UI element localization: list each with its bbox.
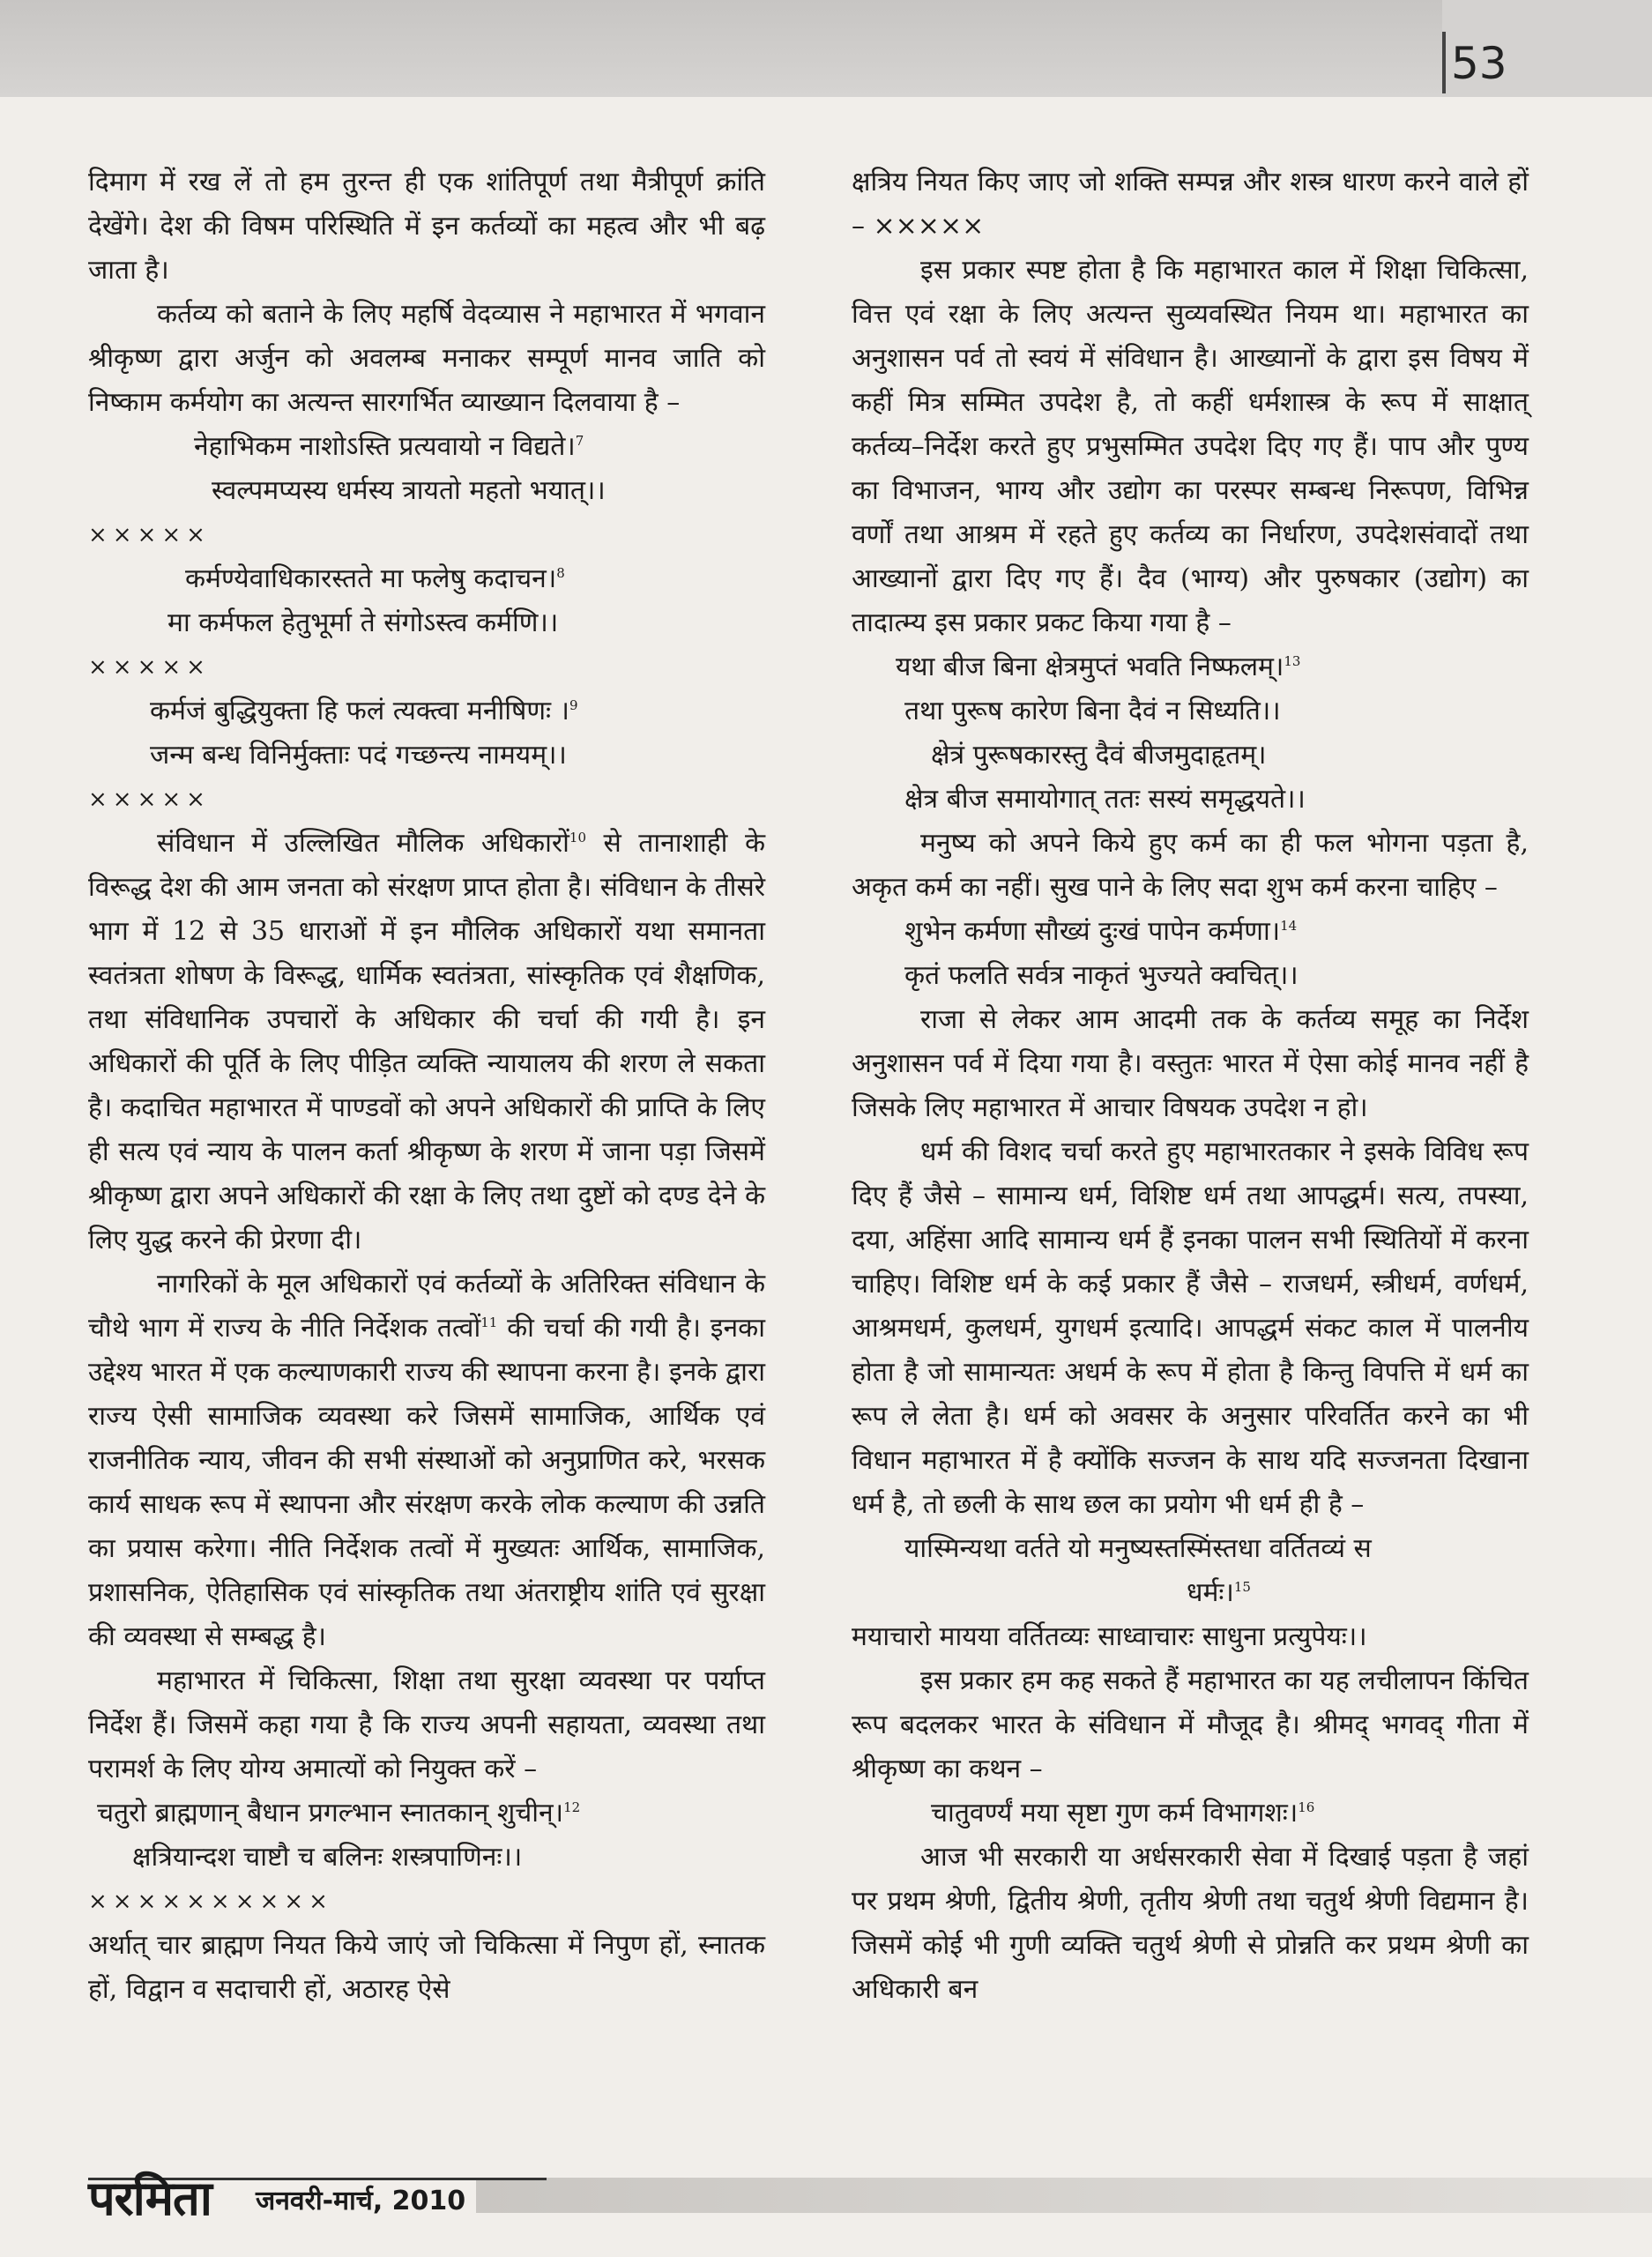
footnote-ref: 12 — [563, 1799, 581, 1815]
paragraph: कर्तव्य को बताने के लिए महर्षि वेदव्यास ने महाभारत में भगवान श्रीकृष्ण द्वारा अर्जुन को अवलम्ब मनाकर सम्पूर्ण मानव जाति को निष्काम कर्मयोग का अत्यन्त सारगर्भित व्याख्यान दिलवाया है – — [88, 299, 765, 418]
paragraph-text: से तानाशाही के विरूद्ध देश की आम जनता को संरक्षण प्राप्त होता है। संविधान के तीसरे भाग में 12 से 35 धाराओं में इन मौलिक अधिकारों यथा समानता स्वतंत्रता शोषण के विरूद्ध, धार्मिक स्वतंत्रता, सांस्कृतिक एवं शैक्षणिक, तथा संविधानिक उपचारों के अधिकार की चर्चा की गयी है। इन अधिकारों की पूर्ति के लिए पीड़ित व्यक्ति न्यायालय की शरण ले सकता है। कदाचित महाभारत में पाण्डवों को अपने अधिकारों की प्राप्ति के लिए ही सत्य एवं न्याय के पालन कर्ता श्रीकृष्ण के शरण में जाना पड़ा जिसमें श्रीकृष्ण द्वारा अपने अधिकारों की रक्षा के लिए तथा दुष्टों को दण्ड देने के लिए युद्ध करने की प्रेरणा दी। — [88, 828, 765, 1255]
separator: ××××× — [88, 522, 211, 548]
right-column — [852, 160, 1529, 2012]
paragraph: दिमाग में रख लें तो हम तुरन्त ही एक शांतिपूर्ण तथा मैत्रीपूर्ण क्रांति देखेंगे। देश की विषम परिस्थिति में इन कर्तव्यों का महत्व और भी बढ़ जाता है। — [88, 167, 765, 286]
footnote-ref: 13 — [1284, 653, 1301, 669]
verse-line: क्षेत्रं पुरूषकारस्तु दैवं बीजमुदाहृतम्। — [931, 740, 1267, 771]
verse-line: यास्मिन्यथा वर्तते यो मनुष्यस्तस्मिंस्तधा वर्तितव्यं स — [904, 1533, 1372, 1564]
paragraph — [88, 822, 765, 1263]
footnote-ref: 15 — [1233, 1579, 1251, 1595]
verse-line — [852, 910, 1529, 954]
verse-line — [88, 425, 765, 469]
page-number-rule — [1442, 32, 1446, 93]
verse-line: कृतं फलति सर्वत्र नाकृतं भुज्यते क्वचित्।। — [904, 960, 1299, 991]
paragraph-text: नागरिकों के मूल अधिकारों एवं कर्तव्यों के अतिरिक्त संविधान के चौथे भाग में राज्य के नीति निर्देशक तत्वों — [88, 1269, 765, 1344]
paragraph: राजा से लेकर आम आदमी तक के कर्तव्य समूह का निर्देश अनुशासन पर्व में दिया गया है। वस्तुतः भारत में ऐसा कोई मानव नहीं है जिसके लिए महाभारत में आचार विषयक उपदेश न हो। — [852, 1004, 1529, 1123]
paragraph: आज भी सरकारी या अर्धसरकारी सेवा में दिखाई पड़ता है जहां पर प्रथम श्रेणी, द्वितीय श्रेणी, तृतीय श्रेणी तथा चतुर्थ श्रेणी विद्यमान है। जिसमें कोई भी गुणी व्यक्ति चतुर्थ श्रेणी से प्रोन्नति कर प्रथम श्रेणी का अधिकारी बन — [852, 1842, 1529, 2005]
paragraph: अर्थात् चार ब्राह्मण नियत किये जाएं जो चिकित्सा में निपुण हों, स्नातक हों, विद्वान व सदाचारी हों, अठारह ऐसे — [88, 1930, 765, 2005]
footnote-ref: 7 — [575, 433, 584, 449]
verse-line — [852, 1791, 1529, 1836]
footnote-ref: 16 — [1298, 1799, 1315, 1815]
separator: ××××× — [88, 654, 211, 681]
verse-line: मयाचारो मायया वर्तितव्यः साध्वाचारः साधुना प्रत्युपेयः।। — [852, 1621, 1367, 1652]
verse-line: स्वल्पमप्यस्य धर्मस्य त्रायतो महतो भयात्।। — [212, 475, 606, 506]
left-column — [88, 160, 765, 2012]
verse-line — [88, 1791, 765, 1836]
verse-line: क्षत्रियान्दश चाष्टौ च बलिनः शस्त्रपाणिनः।। — [132, 1842, 523, 1873]
footnote-ref: 8 — [556, 565, 565, 581]
paragraph: क्षत्रिय नियत किए जाए जो शक्ति सम्पन्न और शस्त्र धारण करने वाले हों – ××××× — [852, 167, 1529, 242]
magazine-logo: परमिता — [88, 2171, 212, 2226]
paragraph-text: की चर्चा की गयी है। इनका उद्देश्य भारत में एक कल्याणकारी राज्य की स्थापना करना है। इनके द्वारा राज्य ऐसी सामाजिक व्यवस्था करे जिसमें सामाजिक, आर्थिक एवं राजनीतिक न्याय, जीवन की सभी संस्थाओं को अनुप्राणित करे, भरसक कार्य साधक रूप में स्थापना और संरक्षण करके लोक कल्याण की उन्नति का प्रयास करेगा। नीति निर्देशक तत्वों में मुख्यतः आर्थिक, सामाजिक, प्रशासनिक, ऐतिहासिक एवं सांस्कृतिक तथा अंतराष्ट्रीय शांति एवं सुरक्षा की व्यवस्था से सम्बद्ध है। — [88, 1313, 765, 1652]
paragraph: इस प्रकार स्पष्ट होता है कि महाभारत काल में शिक्षा चिकित्सा, वित्त एवं रक्षा के लिए अत्यन्त सुव्यवस्थित नियम था। महाभारत का अनुशासन पर्व तो स्वयं में संविधान है। आख्यानों के द्वारा इस विषय में कहीं मित्र सम्मित उपदेश है, तो कहीं धर्मशास्त्र के रूप में साक्षात् कर्तव्य–निर्देश करते हुए प्रभुसम्मित उपदेश दिए गए हैं। पाप और पुण्य का विभाजन, भाग्य और उद्योग का परस्पर सम्बन्ध निरूपण, विभिन्न वर्णों तथा आश्रम में रहते हुए कर्तव्य का निर्धारण, उपदेशसंवादों तथा आख्यानों द्वारा दिए गए हैं। दैव (भाग्य) और पुरुषकार (उद्योग) का तादात्म्य इस प्रकार प्रकट किया गया है – — [852, 255, 1529, 638]
footnote-ref: 9 — [569, 697, 578, 713]
separator: ××××× — [88, 786, 211, 813]
footer-band — [476, 2178, 1652, 2213]
verse-line: तथा पुरूष कारेण बिना दैवं न सिध्यति।। — [904, 696, 1281, 726]
page-number: 53 — [1451, 38, 1507, 89]
paragraph — [88, 1263, 765, 1659]
paragraph: मनुष्य को अपने किये हुए कर्म का ही फल भोगना पड़ता है, अकृत कर्म का नहीं। सुख पाने के लिए सदा शुभ कर्म करना चाहिए – — [852, 828, 1529, 903]
paragraph-text: संविधान में उल्लिखित मौलिक अधिकारों — [157, 828, 569, 859]
paragraph: धर्म की विशद चर्चा करते हुए महाभारतकार ने इसके विविध रूप दिए हैं जैसे – सामान्य धर्म, विशिष्ट धर्म तथा आपद्धर्म। सत्य, तपस्या, दया, अहिंसा आदि सामान्य धर्म हैं इनका पालन सभी स्थितियों में करना चाहिए। विशिष्ट धर्म के कई प्रकार हैं जैसे – राजधर्म, स्त्रीधर्म, वर्णधर्म, आश्रमधर्म, कुलधर्म, युगधर्म इत्यादि। आपद्धर्म संकट काल में पालनीय होता है जो सामान्यतः अधर्म के रूप में होता है किन्तु विपत्ति में धर्म का रूप ले लेता है। धर्म को अवसर के अनुसार परिवर्तित करने का भी विधान महाभारत में है क्योंकि सज्जन के साथ यदि सज्जनता दिखाना धर्म है, तो छली के साथ छल का प्रयोग भी धर्म ही है – — [852, 1136, 1529, 1520]
verse-text: कर्मजं बुद्धियुक्ता हि फलं त्यक्त्वा मनीषिणः । — [150, 696, 570, 726]
verse-line — [852, 1571, 1529, 1615]
header-band — [0, 0, 1442, 97]
separator: ×××××××××× — [88, 1888, 333, 1915]
verse-text: चातुवर्ण्यं मया सृष्टा गुण कर्म विभागशः। — [931, 1798, 1299, 1829]
verse-text: नेहाभिकम नाशोऽस्ति प्रत्यवायो न विद्यते। — [194, 431, 576, 462]
verse-line — [852, 645, 1529, 689]
verse-line — [88, 557, 765, 601]
verse-line: क्षेत्र बीज समायोगात् ततः सस्यं समृद्धयते।। — [904, 784, 1306, 815]
footnote-ref: 14 — [1280, 918, 1298, 934]
footnote-ref: 11 — [480, 1315, 498, 1330]
verse-text: चतुरो ब्राह्मणान् बैधान प्रगल्भान स्नातकान् शुचीन्। — [97, 1798, 564, 1829]
verse-text: कर्मण्येवाधिकारस्तते मा फलेषु कदाचन। — [185, 563, 557, 594]
verse-text: शुभेन कर्मणा सौख्यं दुःखं पापेन कर्मणा। — [904, 916, 1281, 947]
paragraph: महाभारत में चिकित्सा, शिक्षा तथा सुरक्षा व्यवस्था पर पर्याप्त निर्देश हैं। जिसमें कहा गया है कि राज्य अपनी सहायता, व्यवस्था तथा परामर्श के लिए योग्य अमात्यों को नियुक्त करें – — [88, 1665, 765, 1784]
verse-line: जन्म बन्ध विनिर्मुक्ताः पदं गच्छन्त्य नामयम्।। — [150, 740, 567, 771]
paragraph: इस प्रकार हम कह सकते हैं महाभारत का यह लचीलापन किंचित रूप बदलकर भारत के संविधान में मौजूद है। श्रीमद् भगवद् गीता में श्रीकृष्ण का कथन – — [852, 1665, 1529, 1784]
verse-line: मा कर्मफल हेतुभूर्मा ते संगोऽस्त्व कर्मणि।। — [167, 607, 559, 638]
footnote-ref: 10 — [569, 830, 586, 845]
verse-line — [88, 689, 765, 734]
verse-text: यथा बीज बिना क्षेत्रमुप्तं भवति निष्फलम्। — [896, 652, 1284, 682]
issue-date: जनवरी-मार्च, 2010 — [256, 2186, 466, 2216]
verse-text: धर्मः। — [1187, 1577, 1234, 1608]
